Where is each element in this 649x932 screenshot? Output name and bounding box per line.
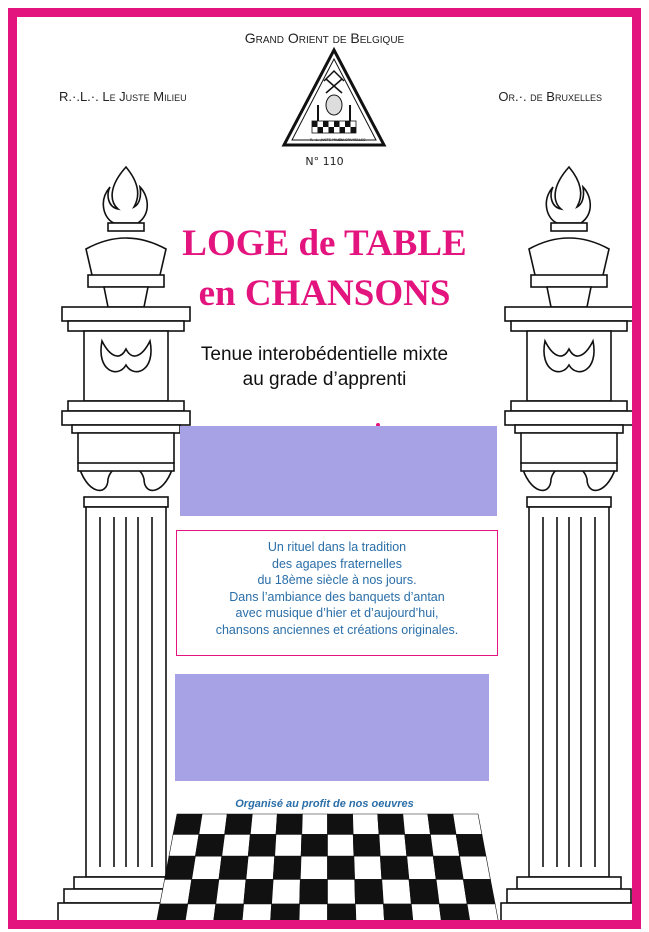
floor-tile	[299, 904, 328, 929]
floor-tile	[192, 856, 222, 879]
floor-tile	[453, 814, 482, 834]
description-line: du 18ème siècle à nos jours.	[257, 573, 417, 587]
floor-tile	[436, 879, 467, 904]
floor-tile	[354, 856, 382, 879]
floor-tile	[301, 834, 327, 856]
floor-tile	[328, 856, 355, 879]
floor-tile	[219, 856, 248, 879]
floor-tile	[460, 856, 491, 879]
subtitle-line-2: au grade d’apprenti	[242, 369, 407, 390]
orient-name: Or.·. de Bruxelles	[498, 89, 602, 104]
floor-tile	[355, 904, 385, 929]
subtitle-line-1: Tenue interobédentielle mixte	[200, 344, 449, 365]
floor-tile	[302, 814, 328, 834]
floor-tile	[276, 814, 302, 834]
placeholder-block-bottom	[175, 674, 489, 781]
floor-tile	[433, 856, 463, 879]
floor-tile	[411, 904, 442, 929]
floor-tile	[382, 879, 412, 904]
floor-tile	[328, 904, 357, 929]
floor-tile	[225, 814, 253, 834]
floor-tile	[380, 856, 409, 879]
floor-tile	[275, 834, 302, 856]
floor-tile	[272, 879, 301, 904]
floor-tile	[428, 814, 456, 834]
floor-tile	[222, 834, 251, 856]
floor-tile	[328, 834, 354, 856]
floor-tile	[403, 814, 431, 834]
footer-note: Organisé au profit de nos oeuvres	[235, 798, 414, 810]
floor-tile	[241, 904, 271, 929]
floor-tile	[379, 834, 407, 856]
floor-tile	[165, 856, 196, 879]
title-line-2: en CHANSONS	[198, 273, 451, 314]
description-line: chansons anciennes et créations originales.	[215, 622, 459, 637]
floor-tile	[353, 814, 379, 834]
organization-name: Grand Orient de Belgique	[244, 30, 405, 46]
poster-title	[17, 219, 632, 319]
poster-frame	[8, 8, 641, 929]
floor-tile	[155, 904, 188, 929]
floor-tile	[213, 904, 244, 929]
floor-tile	[273, 856, 301, 879]
description-box	[176, 530, 498, 656]
masonic-triangle-emblem-icon	[280, 47, 388, 149]
description-line: Dans l’ambiance des banquets d’antan	[229, 589, 445, 604]
floor-tile	[378, 814, 405, 834]
floor-tile	[188, 879, 219, 904]
floor-tile	[173, 814, 202, 834]
floor-tile	[300, 856, 327, 879]
floor-tile	[248, 834, 276, 856]
floor-tile	[160, 879, 192, 904]
floor-tile	[463, 879, 495, 904]
floor-tile	[430, 834, 459, 856]
issue-number: N° 110	[305, 155, 344, 168]
floor-tile	[244, 879, 274, 904]
floor-tile	[355, 879, 384, 904]
floor-tile	[216, 879, 246, 904]
floor-tile	[246, 856, 275, 879]
floor-tile	[405, 834, 434, 856]
description-line: des agapes fraternelles	[272, 556, 402, 571]
title-line-1: LOGE de TABLE	[182, 223, 467, 264]
floor-tile	[270, 904, 300, 929]
lodge-name: R.·.L.·. Le Juste Milieu	[59, 89, 187, 104]
floor-tile	[300, 879, 328, 904]
floor-tile	[383, 904, 413, 929]
description-line: Un rituel dans la tradition	[267, 540, 407, 554]
floor-tile	[328, 814, 354, 834]
poster-subtitle	[17, 342, 632, 392]
floor-tile	[250, 814, 277, 834]
floor-tile	[169, 834, 199, 856]
checkerboard-floor-icon	[155, 812, 500, 929]
floor-tile	[467, 904, 500, 929]
floor-tile	[195, 834, 224, 856]
floor-tile	[199, 814, 227, 834]
floor-tile	[353, 834, 380, 856]
floor-tile	[184, 904, 216, 929]
floor-tile	[409, 879, 439, 904]
emblem-caption-right: Or.·.BRUXELLES	[338, 138, 366, 142]
floor-tile	[456, 834, 486, 856]
description-line: avec musique d’hier et d’aujourd’hui,	[235, 606, 439, 620]
floor-tile	[328, 879, 356, 904]
placeholder-block-top	[180, 426, 497, 516]
floor-tile	[439, 904, 471, 929]
floor-tile	[407, 856, 436, 879]
emblem-caption-left: R.·.L.·.JUSTE MILIEU	[310, 138, 345, 142]
